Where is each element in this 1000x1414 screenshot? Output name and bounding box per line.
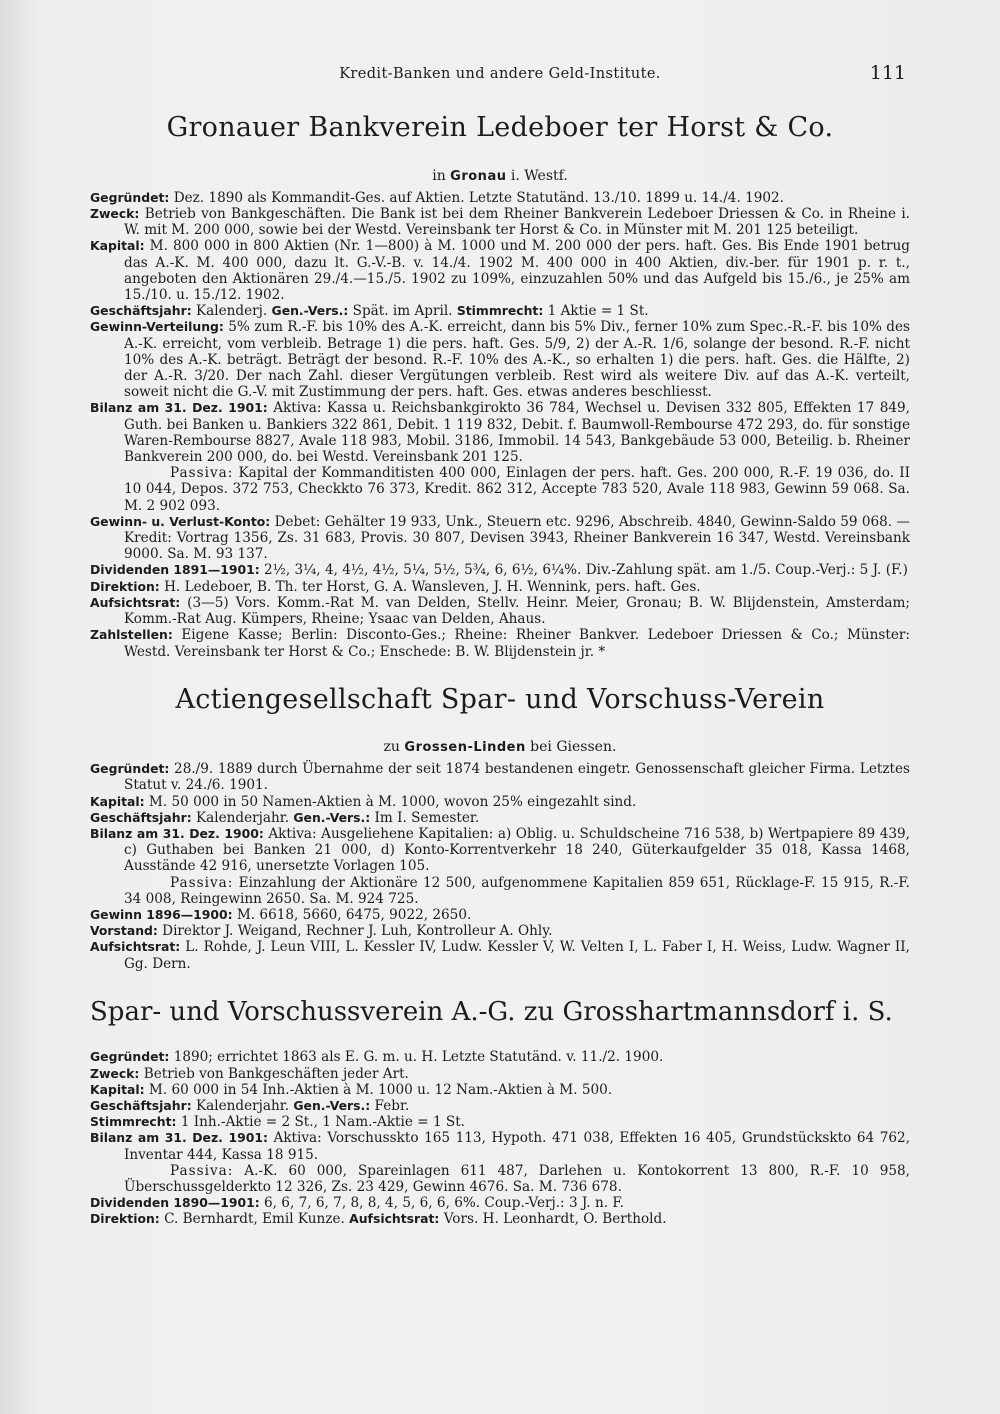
entry-label: Gegründet: (90, 1049, 170, 1065)
entry-gegruendet (90, 761, 910, 793)
entry-label: Stimmrecht: (456, 303, 544, 319)
entry-label: Stimmrecht: (90, 1114, 177, 1130)
entry-lead: Aktiva: (268, 825, 317, 842)
entry-text: Vortrag 1356, Zs. 31 683, Provis. 30 807, Devisen 3943, Rheiner Bankverein 16 347, Westd. Vereinsbank 9000. Sa. M. 93 137. (124, 530, 910, 563)
entry-kapital (90, 1082, 910, 1098)
entry-dividenden (90, 562, 910, 578)
entry-text: Betrieb von Bankgeschäften jeder Art. (143, 1065, 409, 1082)
location-place: Gronau (450, 168, 507, 184)
entry-text: 1890; errichtet 1863 als E. G. m. u. H. Letzte Statutänd. v. 11./2. 1900. (173, 1049, 664, 1066)
entry-bilanz-aktiva (90, 1130, 910, 1162)
page-content (90, 62, 910, 1228)
entry-lead: Passiva: (170, 874, 234, 891)
entry-gewinn (90, 907, 910, 923)
entry-gegruendet (90, 190, 910, 206)
firm-location (90, 738, 910, 757)
entry-label: Kapital: (90, 793, 145, 809)
entry-text: (3—5) Vors. Komm.-Rat M. van Delden, Stellv. Heinr. Meier, Gronau; B. W. Blijdenstein, Amsterdam; Komm.-Rat Aug. Kümpers, Rheine; Ysaac van Delden, Ahaus. (124, 594, 910, 628)
entry-lead: Passiva: (170, 1162, 234, 1179)
running-head (90, 62, 910, 90)
entry-text: Im I. Semester. (374, 809, 480, 826)
entry-direktion (90, 1211, 910, 1227)
entry-label: Dividenden 1890—1901: (90, 1195, 260, 1211)
entry-text: M. 6618, 5660, 6475, 9022, 2650. (236, 906, 472, 923)
entry-text: 5% zum R.-F. bis 10% des A.-K. erreicht, dann bis 5% Div., ferner 10% zum Spec.-R.-F. bis 10% des A.-K. erreicht, vom verbleib. Betrage 1) die pers. haft. Ges. 5/9, 2) der A.-R. 1/6, solange der besond. R.-F. nicht 10% des A.-K. beträgt. Beträgt der besond. R.-F. 10% des A.-K., so erhalten 1) die pers. haft. Ges. die Hälfte, 2) der A.-R. 3/20. Der nach Zahl. dieser Vergütungen verbleib. Rest wird als weitere Div. auf das A.-K. verteilt, soweit nicht die G.-V. mit Zustimmung der pers. haft. Ges. etwas anderes beschliesst. (124, 319, 910, 401)
entry-lead: Aktiva: (273, 1130, 322, 1147)
entry-geschaeftsjahr (90, 303, 910, 319)
entry-label: Vorstand: (90, 923, 158, 939)
entry-text: Febr. (374, 1097, 410, 1114)
location-prefix: in (432, 167, 446, 184)
entry-direktion (90, 579, 910, 595)
entry-label: Zweck: (90, 1065, 140, 1081)
entry-label: Geschäftsjahr: (90, 303, 192, 319)
firm-entry-grosshartmannsdorf (90, 996, 910, 1228)
entry-text: Kalenderjahr. (196, 1097, 290, 1114)
entry-label: Aufsichtsrat: (349, 1211, 440, 1227)
entry-label: Gen.-Vers.: (271, 303, 349, 319)
location-prefix: zu (383, 739, 400, 756)
entry-text: Betrieb von Bankgeschäften. Die Bank ist bei dem Rheiner Bankverein Ledeboer Driessen & Co. in Rheine i. W. mit M. 200 000, sowie bei der Westd. Vereinsbank ter Horst & Co. in Münster mit M. 201 125 beteiligt. (124, 206, 910, 239)
entry-bilanz-aktiva (90, 400, 910, 465)
entry-text: Ausgeliehene Kapitalien: a) Oblig. u. Schuldscheine 716 538, b) Wertpapiere 89 439, c) Guthaben bei Banken 21 000, d) Konto-Korrentverkehr 18 240, Güterkaufgelder 35 018, Kassa 1468, Ausstände 42 916, unersetzte Vorlagen 105. (124, 825, 910, 875)
firm-entry-gronauer-bankverein (90, 112, 910, 659)
entry-label: Geschäftsjahr: (90, 1097, 192, 1113)
entry-text: L. Rohde, J. Leun VIII, L. Kessler IV, Ludw. Kessler V, W. Velten I, L. Faber I, H. Weiss, Ludw. Wagner II, Gg. Dern. (124, 939, 910, 972)
entry-kapital (90, 238, 910, 303)
entry-zahlstellen (90, 627, 910, 659)
entry-text: 28./9. 1889 durch Übernahme der seit 1874 bestandenen eingetr. Genossenschaft gleicher Firma. Letztes Statut v. 24./6. 1901. (124, 761, 910, 794)
entry-text: Gehälter 19 933, Unk., Steuern etc. 9296, Abschreib. 4840, Gewinn-Saldo 59 068. — (324, 513, 911, 530)
entry-text: Eigene Kasse; Berlin: Disconto-Ges.; Rheine: Rheiner Bankver. Ledeboer Driessen & Co.; Münster: Westd. Vereinsbank ter Horst & Co.; Enschede: B. W. Blijdenstein jr. * (124, 627, 910, 660)
entry-label: Direktion: (90, 578, 160, 594)
entry-label: Bilanz am 31. Dez. 1900: (90, 825, 264, 841)
entry-bilanz-passiva (90, 875, 910, 907)
entry-label: Kapital: (90, 238, 145, 254)
entry-text: 2½, 3¼, 4, 4½, 4½, 5¼, 5½, 5¾, 6, 6½, 6¼%. Div.-Zahlung spät. am 1./5. Coup.-Verj.: 5 J. (F.) (264, 562, 908, 579)
firm-title: Actiengesellschaft Spar- und Vorschuss-Verein (175, 683, 825, 715)
entry-label: Gewinn 1896—1900: (90, 906, 233, 922)
firm-entry-grossen-linden (90, 684, 910, 972)
entry-label: Bilanz am 31. Dez. 1901: (90, 1130, 268, 1146)
entry-text: Dez. 1890 als Kommandit-Ges. auf Aktien. Letzte Statutänd. 13./10. 1899 u. 14./4. 1902. (173, 189, 785, 206)
entry-label: Aufsichtsrat: (90, 939, 181, 955)
entry-bilanz-aktiva (90, 826, 910, 875)
entry-label: Geschäftsjahr: (90, 809, 192, 825)
entry-text: Spät. im April. (352, 303, 453, 320)
entry-text: M. 60 000 in 54 Inh.-Aktien à M. 1000 u. 12 Nam.-Aktien à M. 500. (148, 1081, 613, 1098)
entry-bilanz-passiva (90, 1163, 910, 1195)
entry-label: Gewinn-Verteilung: (90, 319, 224, 335)
entry-label: Dividenden 1891—1901: (90, 562, 260, 578)
entry-text: Direktor J. Weigand, Rechner J. Luh, Kontrolleur A. Ohly. (162, 923, 553, 940)
entry-label: Zahlstellen: (90, 627, 173, 643)
running-head-title: Kredit-Banken und andere Geld-Institute. (339, 66, 661, 82)
entry-text: M. 50 000 in 50 Namen-Aktien à M. 1000, wovon 25% eingezahlt sind. (148, 793, 637, 810)
entry-text: Kapital der Kommanditisten 400 000, Einlagen der pers. haft. Ges. 200 000, R.-F. 19 036, do. II 10 044, Depos. 372 753, Checkkto 76 373, Kredit. 862 312, Accepte 783 520, Avale 118 983, Gewinn 59 068. Sa. M. 2 902 093. (124, 465, 910, 514)
entry-geschaeftsjahr (90, 810, 910, 826)
entry-label: Bilanz am 31. Dez. 1901: (90, 400, 268, 416)
entry-gewinn-verlust-konto (90, 514, 910, 563)
entry-zweck (90, 1066, 910, 1082)
entry-text: Kalenderj. (196, 303, 268, 320)
entry-text: 6, 6, 7, 6, 7, 8, 8, 4, 5, 6, 6, 6%. Coup.-Verj.: 3 J. n. F. (264, 1195, 624, 1212)
entry-geschaeftsjahr (90, 1098, 910, 1114)
entry-zweck (90, 206, 910, 238)
entry-gegruendet (90, 1049, 910, 1065)
entry-text: Vors. H. Leonhardt, O. Berthold. (443, 1211, 667, 1228)
firm-title: Gronauer Bankverein Ledeboer ter Horst & Co. (166, 112, 834, 144)
entry-text: 1 Inh.-Aktie = 2 St., 1 Nam.-Aktie = 1 St. (180, 1114, 466, 1131)
entry-stimmrecht (90, 1114, 910, 1130)
firm-title: Spar- und Vorschussverein A.-G. zu Grosshartmannsdorf i. S. (90, 996, 893, 1027)
entry-text: Kassa u. Reichsbankgirokto 36 784, Wechsel u. Devisen 332 805, Effekten 17 849, Guth. bei Banken u. Bankiers 322 861, Debit. 1 119 832, Debit. f. Baumwoll-Rembourse 472 293, do. für sonstige Waren-Rembourse 8827, Avale 118 983, Mobil. 3186, Immobil. 14 543, Bankgebäude 53 000, Beteilig. b. Rheiner Bankverein 200 000, do. bei Westd. Vereinsbank 201 125. (124, 400, 910, 466)
entry-gewinn-verteilung (90, 319, 910, 400)
entry-label: Kapital: (90, 1081, 145, 1097)
location-place: Grossen-Linden (404, 740, 526, 756)
entry-label: Direktion: (90, 1211, 160, 1227)
entry-text: 1 Aktie = 1 St. (547, 303, 649, 320)
entry-kapital (90, 794, 910, 810)
entry-text: M. 800 000 in 800 Aktien (Nr. 1—800) à M. 1000 und M. 200 000 der pers. haft. Ges. Bis Ende 1901 betrug das A.-K. M. 400 000, dazu lt. G.-V.-B. v. 14./4. 1902 M. 400 000 in 400 Aktien, div.-ber. für 1901 p. r. t., angeboten den Aktionären 29./4.—15./5. 1902 zu 109%, einzuzahlen 50% und das Aufgeld bis 15./6., je 25% am 15./10. u. 15./12. 1902. (124, 238, 910, 304)
entry-label: Aufsichtsrat: (90, 594, 181, 610)
entry-lead: Passiva: (170, 465, 234, 482)
entry-lead: Aktiva: (273, 400, 322, 417)
entry-dividenden (90, 1195, 910, 1211)
entry-label: Gen.-Vers.: (293, 1097, 371, 1113)
entry-text: Vorschusskto 165 113, Hypoth. 471 038, Effekten 16 405, Grundstückskto 64 762, Inventar 444, Kassa 18 915. (124, 1130, 911, 1163)
entry-text: H. Ledeboer, B. Th. ter Horst, G. A. Wansleven, J. H. Wennink, pers. haft. Ges. (164, 578, 701, 595)
location-suffix: i. Westf. (506, 167, 568, 184)
entry-text: A.-K. 60 000, Spareinlagen 611 487, Darlehen u. Kontokorrent 13 800, R.-F. 10 958, Überschussgelderkto 12 326, Zs. 23 429, Gewinn 4676. Sa. M. 736 678. (124, 1162, 910, 1195)
entry-aufsichtsrat (90, 595, 910, 627)
firm-location (90, 167, 910, 186)
entry-label: Gewinn- u. Verlust-Konto: (90, 513, 271, 529)
entry-aufsichtsrat (90, 939, 910, 971)
entry-lead: Kredit: (124, 530, 172, 547)
page-number: 111 (869, 62, 906, 84)
entry-text: Kalenderjahr. (196, 809, 290, 826)
entry-label: Gegründet: (90, 761, 170, 777)
entry-bilanz-passiva (90, 465, 910, 514)
entry-label: Gen.-Vers.: (293, 809, 371, 825)
entry-lead: Debet: (274, 513, 321, 530)
entry-text: C. Bernhardt, Emil Kunze. (164, 1211, 345, 1228)
entry-text: Einzahlung der Aktionäre 12 500, aufgenommene Kapitalien 859 651, Rücklage-F. 15 915, R.-F. 34 008, Reingewinn 2650. Sa. M. 924 725. (124, 874, 910, 907)
entry-vorstand (90, 923, 910, 939)
entry-label: Gegründet: (90, 189, 170, 205)
location-suffix: bei Giessen. (525, 739, 617, 756)
entry-label: Zweck: (90, 206, 140, 222)
